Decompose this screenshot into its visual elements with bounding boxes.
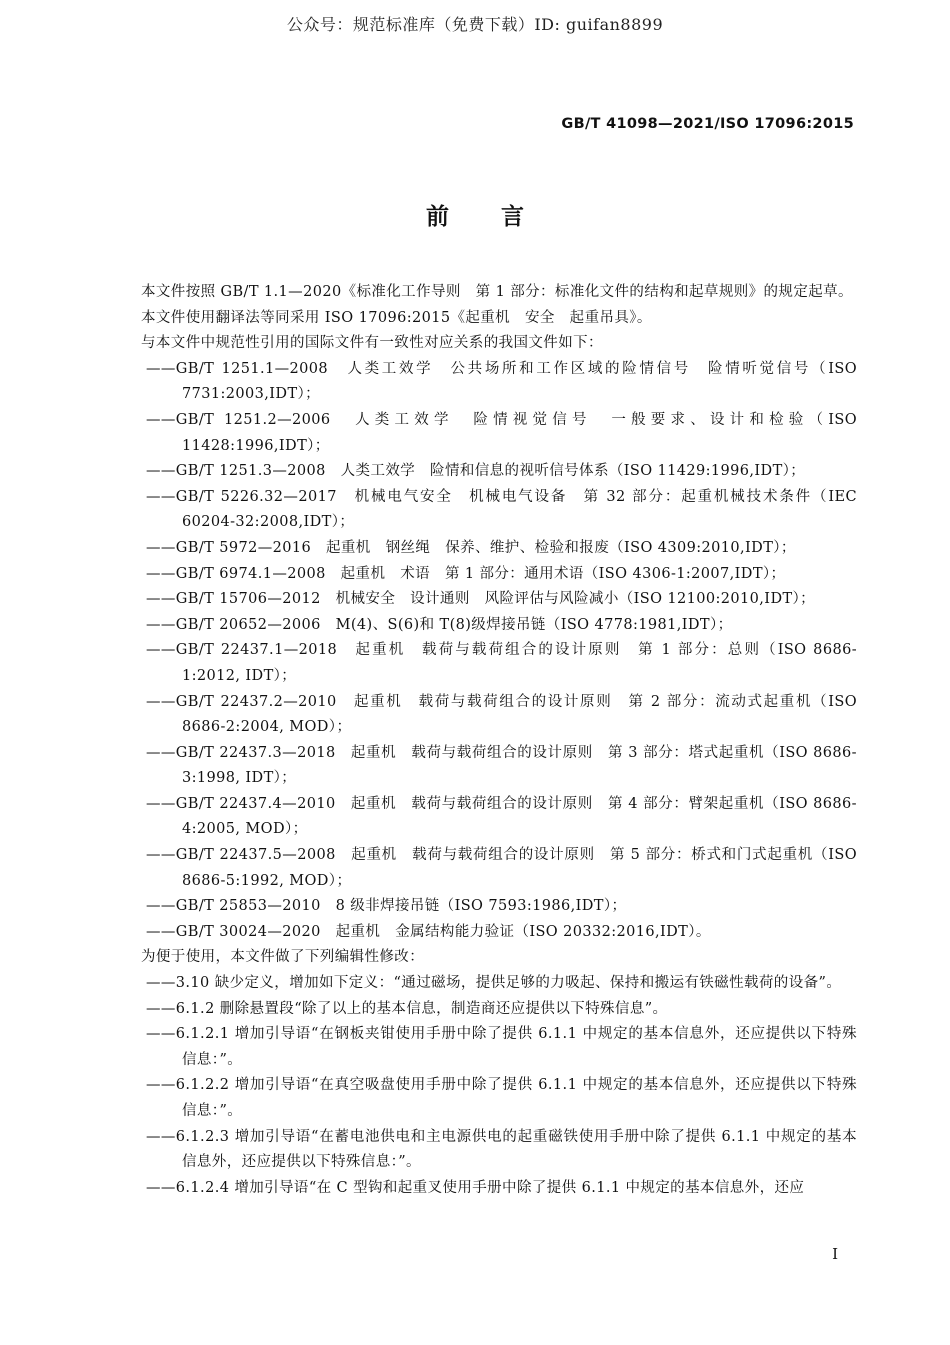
reference-item: ——GB/T 22437.2—2010 起重机 载荷与载荷组合的设计原则 第 2 部分：流动式起重机（ISO 8686-2:2004, MOD）； — [146, 693, 857, 736]
reference-item: ——GB/T 5972—2016 起重机 钢丝绳 保养、维护、检验和报废（ISO 4309:2010,IDT）； — [146, 539, 796, 556]
reference-list — [112, 357, 857, 946]
reference-item: ——GB/T 30024—2020 起重机 金属结构能力验证（ISO 20332:2016,IDT）。 — [146, 923, 711, 940]
paragraph-edits-intro: 为便于使用，本文件做了下列编辑性修改： — [141, 949, 425, 966]
document-body — [112, 280, 857, 1201]
watermark-text: 公众号：规范标准库（免费下载）ID: guifan8899 — [286, 15, 664, 34]
edit-item: ——6.1.2.4 增加引导语“在 C 型钩和起重叉使用手册中除了提供 6.1.1 中规定的基本信息外，还应 — [146, 1179, 805, 1196]
reference-item: ——GB/T 22437.5—2008 起重机 载荷与载荷组合的设计原则 第 5 部分：桥式和门式起重机（ISO 8686-5:1992, MOD）； — [146, 847, 857, 889]
reference-item: ——GB/T 6974.1—2008 起重机 术语 第 1 部分：通用术语（ISO 4306-1:2007,IDT）； — [146, 565, 786, 582]
edit-item: ——6.1.2 删除悬置段“除了以上的基本信息，制造商还应提供以下特殊信息”。 — [146, 1000, 668, 1017]
edit-item: ——6.1.2.3 增加引导语“在蓄电池供电和主电源供电的起重磁铁使用手册中除了提供 6.1.1 中规定的基本信息外，还应提供以下特殊信息：”。 — [146, 1128, 857, 1171]
reference-item: ——GB/T 22437.4—2010 起重机 载荷与载荷组合的设计原则 第 4 部分：臂架起重机（ISO 8686-4:2005, MOD）； — [146, 795, 857, 838]
paragraph-references-intro: 与本文件中规范性引用的国际文件有一致性对应关系的我国文件如下： — [141, 335, 603, 352]
reference-item: ——GB/T 25853—2010 8 级非焊接吊链（ISO 7593:1986,IDT）； — [146, 898, 627, 915]
page-title: 前言 — [426, 204, 576, 230]
page-number: I — [832, 1245, 838, 1263]
paragraph-drafting-rules: 本文件按照 GB/T 1.1—2020《标准化工作导则 第 1 部分：标准化文件的结构和起草规则》的规定起草。 — [141, 284, 853, 300]
reference-item: ——GB/T 1251.2—2006 人类工效学 险情视觉信号 一般要求、设计和检验（ISO 11428:1996,IDT）； — [146, 411, 857, 454]
edit-item: ——6.1.2.1 增加引导语“在钢板夹钳使用手册中除了提供 6.1.1 中规定的基本信息外，还应提供以下特殊信息：”。 — [146, 1026, 857, 1068]
reference-item: ——GB/T 5226.32—2017 机械电气安全 机械电气设备 第 32 部分：起重机械技术条件（IEC 60204-32:2008,IDT）； — [146, 488, 857, 531]
edit-list — [112, 971, 857, 1201]
reference-item: ——GB/T 20652—2006 M(4)、S(6)和 T(8)级焊接吊链（ISO 4778:1981,IDT）； — [146, 616, 733, 633]
standard-code: GB/T 41098—2021/ISO 17096:2015 — [561, 116, 854, 132]
reference-item: ——GB/T 1251.3—2008 人类工效学 险情和信息的视听信号体系（ISO 11429:1996,IDT）； — [146, 463, 806, 480]
edit-item: ——6.1.2.2 增加引导语“在真空吸盘使用手册中除了提供 6.1.1 中规定的基本信息外，还应提供以下特殊信息：”。 — [146, 1077, 857, 1119]
reference-item: ——GB/T 15706—2012 机械安全 设计通则 风险评估与风险减小（ISO 12100:2010,IDT）； — [146, 591, 816, 608]
edit-item: ——3.10 缺少定义，增加如下定义：“通过磁场，提供足够的力吸起、保持和搬运有铁磁性载荷的设备”。 — [146, 975, 842, 992]
reference-item: ——GB/T 22437.3—2018 起重机 载荷与载荷组合的设计原则 第 3 部分：塔式起重机（ISO 8686-3:1998, IDT）； — [146, 744, 857, 787]
reference-item: ——GB/T 1251.1—2008 人类工效学 公共场所和工作区域的险情信号 险情听觉信号（ISO 7731:2003,IDT）； — [146, 360, 857, 403]
paragraph-adoption: 本文件使用翻译法等同采用 ISO 17096:2015《起重机 安全 起重吊具》。 — [141, 309, 652, 326]
reference-item: ——GB/T 22437.1—2018 起重机 载荷与载荷组合的设计原则 第 1 部分：总则（ISO 8686-1:2012, IDT）； — [146, 642, 857, 684]
